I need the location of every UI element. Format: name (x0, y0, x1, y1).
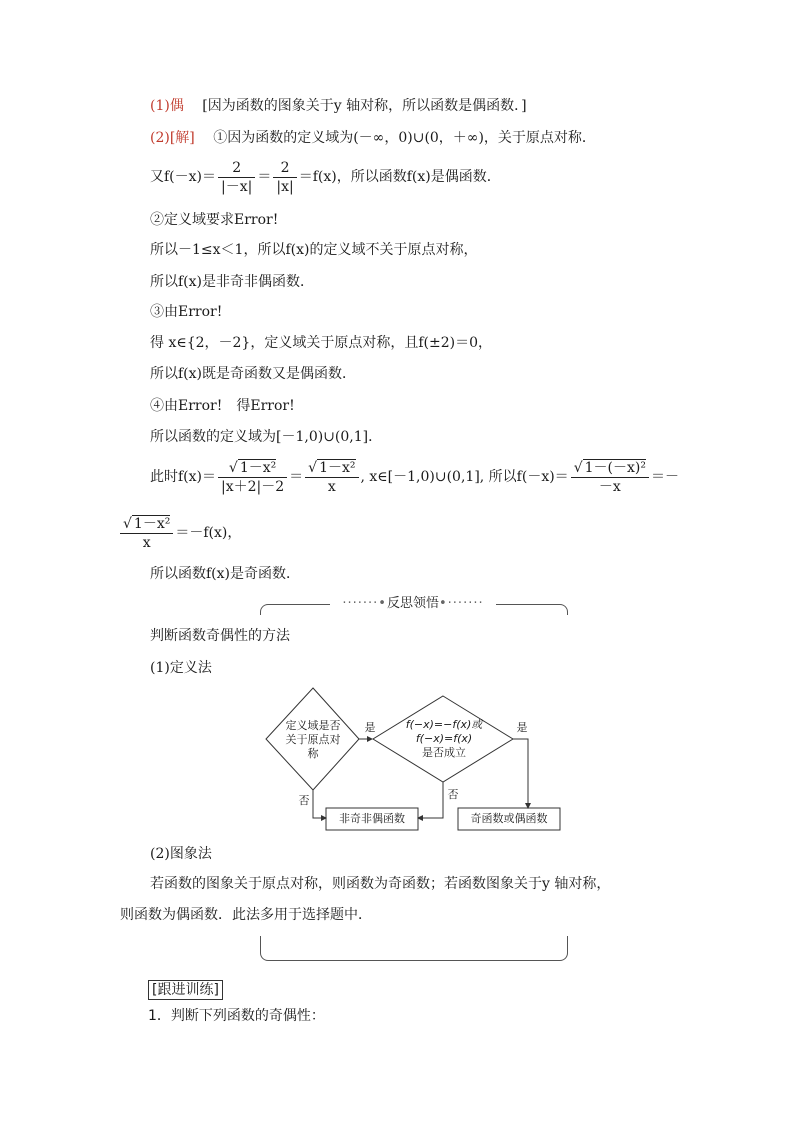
method-2: (2)图象法 (150, 846, 212, 862)
fraction-c-num: √ 1－(－x)² (571, 459, 649, 478)
line-8: 得 x∈{2，－2}，定义域关于原点对称，且f(±2)＝0， (150, 335, 492, 351)
eq3-suffix: ＝f(x)，所以函数f(x)是偶函数． (298, 169, 501, 185)
line-11: 所以函数的定义域为[－1,0)∪(0,1]． (150, 429, 383, 445)
answer-text-1: [因为函数的图象关于y 轴对称，所以函数是偶函数．] (202, 98, 527, 114)
line-5: 所以－1≤x＜1，所以f(x)的定义域不关于原点对称， (150, 242, 478, 258)
fraction-a-radicand: 1－x² (239, 459, 277, 476)
eq12-prefix: 此时f(x)＝ (150, 469, 217, 485)
flow-d2-line3: 是否成立 (422, 746, 466, 759)
line-7: ③由Error! (150, 304, 223, 320)
method-2-text-1: 若函数的图象关于原点对称，则函数为奇函数；若函数图象关于y 轴对称， (150, 876, 611, 892)
line-10: ④由Error! 得Error! (150, 398, 295, 414)
fraction-d-radicand: 1－x² (133, 515, 171, 532)
fraction-c-den: －x (598, 478, 621, 495)
eq3-equal: ＝ (257, 169, 272, 185)
equation-line-12 (150, 454, 679, 500)
fraction-c-radicand: 1－(－x)² (584, 459, 646, 476)
reflect-header: ·······•反思领悟•······· (330, 595, 496, 613)
fraction-2-den: |x| (276, 178, 294, 195)
fraction-b-den: x (327, 478, 336, 495)
fraction-1-den: |－x| (221, 178, 253, 195)
question-1: 1．判断下列函数的奇偶性： (148, 1008, 325, 1024)
line-4: ②定义域要求Error! (150, 212, 279, 228)
answer-part1 (150, 96, 527, 116)
eq12-mid: , x∈[－1,0)∪(0,1], 所以f(－x)＝ (360, 469, 569, 485)
method-title: 判断函数奇偶性的方法 (150, 628, 290, 644)
fraction-d (120, 515, 173, 552)
fraction-b-radicand: 1－x² (319, 459, 356, 476)
flow-box-odd-even-text: 奇函数或偶函数 (470, 812, 548, 825)
method-1: (1)定义法 (150, 660, 212, 676)
reflect-frame-bottom (260, 936, 568, 961)
fraction-2 (273, 159, 296, 196)
answer-part2 (150, 128, 596, 148)
fraction-1-num: 2 (218, 159, 255, 178)
flow-d2-line1: f(−x)=−f(x)或 (405, 718, 483, 731)
line-9: 所以f(x)既是奇函数又是偶函数． (150, 366, 357, 382)
answer-label-1: (1)偶 (150, 98, 184, 114)
fraction-b (305, 459, 358, 496)
fraction-c (571, 459, 649, 496)
flow-no-1: 否 (298, 794, 310, 807)
fraction-d-num: √ 1－x² (120, 515, 173, 534)
eq3-prefix: 又f(－x)＝ (150, 169, 217, 185)
fraction-b-num: √ 1－x² (305, 459, 358, 478)
arrow-no-1 (313, 790, 326, 818)
practice-tag: [跟进训练] (148, 980, 223, 1000)
eq13-suffix: ＝－f(x)， (175, 525, 242, 541)
line-6: 所以f(x)是非奇非偶函数． (150, 274, 315, 290)
reflect-title: 反思领悟 (386, 596, 439, 611)
eq12-tail: ＝－ (650, 469, 679, 485)
equation-line-3 (150, 158, 501, 196)
arrow-no-2 (418, 782, 443, 818)
fraction-2-num: 2 (273, 159, 296, 178)
answer-text-2: ①因为函数的定义域为(－∞，0)∪(0，＋∞)，关于原点对称． (213, 130, 596, 146)
fraction-a (218, 459, 287, 496)
arrow-yes-2 (513, 739, 528, 808)
flow-yes-1: 是 (364, 721, 376, 734)
fraction-d-den: x (142, 534, 151, 551)
flow-d2-line2: f(−x)=f(x) (415, 732, 473, 745)
flow-no-2: 否 (447, 788, 459, 801)
flow-yes-2: 是 (516, 721, 528, 734)
flow-box-neither-text: 非奇非偶函数 (339, 812, 405, 825)
answer-label-2: (2)[解] (150, 130, 195, 146)
flow-d1-text: 定义域是否关于原点对称 (285, 719, 341, 760)
fraction-a-den: |x＋2|－2 (221, 478, 285, 495)
fraction-1 (218, 159, 255, 196)
fraction-a-num: √ 1－x² (218, 459, 287, 478)
method-2-text-2: 则函数为偶函数．此法多用于选择题中． (120, 907, 372, 923)
eq12-equal: ＝ (289, 469, 304, 485)
equation-line-13 (118, 510, 241, 556)
line-14: 所以函数f(x)是奇函数． (150, 566, 301, 582)
